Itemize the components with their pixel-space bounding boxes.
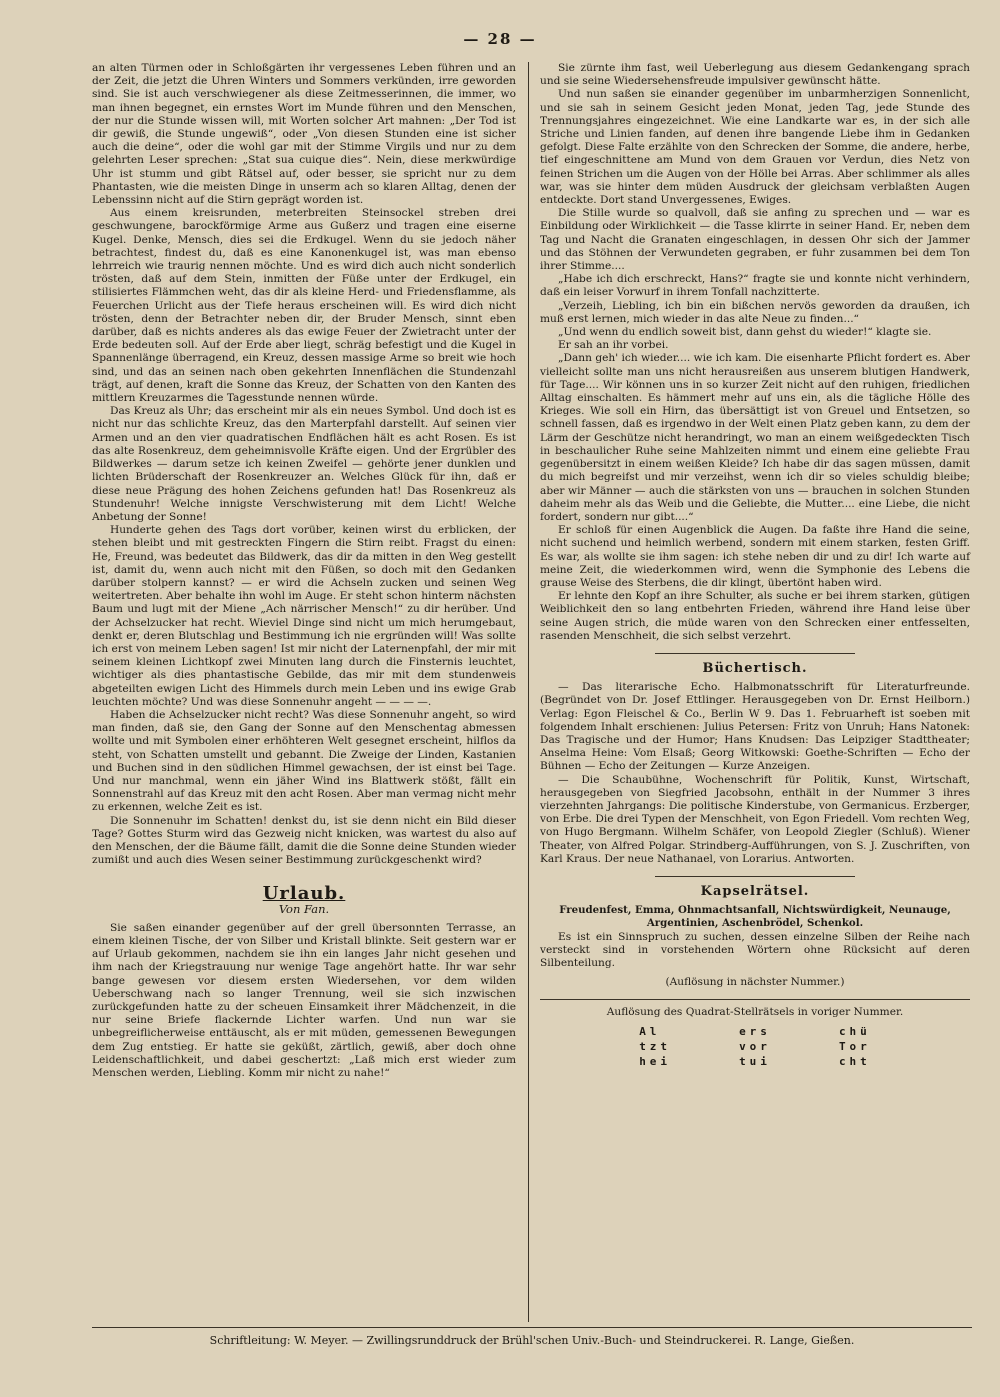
paragraph: Er sah an ihr vorbei.	[558, 339, 669, 352]
solution-row	[605, 1039, 905, 1054]
paragraph: Sie zürnte ihm fast, weil Ueberlegung aus diesem Gedankengang sprach und sie seine Wiedersehensfreude impulsiver gewünscht hätte.	[540, 62, 970, 88]
section-title-buechertisch: Büchertisch.	[702, 660, 808, 676]
paragraph: „Verzeih, Liebling, ich bin ein bißchen nervös geworden da draußen, ich muß erst lernen, mich wieder in das alte Neue zu finden...“	[540, 299, 970, 325]
solution-cell: vor	[739, 1039, 771, 1053]
solution-cell: ers	[739, 1024, 771, 1038]
puzzle-words: Freudenfest, Emma, Ohnmachtsanfall, Nichtswürdigkeit, Neunauge, Argentinien, Aschenbrödel, Schenkol.	[559, 904, 951, 930]
paragraph: an alten Türmen oder in Schloßgärten ihr vergessenes Leben führen und an der Zeit, die jetzt die Uhren Winters und Sommers verkünden, irre geworden sind. Sie ist auch verschwiegener als diese Zeitmesserinnen, die immer, wo man ihnen begegnet, ein ernstes Wort im Munde führen und den Menschen, der nur die Stunde wissen will, mit Worten solcher Art mahnen: „Der Tod ist dir gewiß, die Stunde ungewiß“, oder „Von diesen Stunden eine ist sicher auch die deine“, oder die wohl gar mit der Stimme Virgils und nur zu dem gelehrten Leser sprechen: „Stat sua cuique dies“. Nein, diese merkwürdige Uhr ist stumm und gibt Rätsel auf, oder besser, sie spricht nur zu dem Phantasten, wie die meisten Dinge in unserm ach so klaren Alltag, denen der Lebenssinn nicht auf die Stirn geprägt worden ist.	[92, 62, 516, 207]
paragraph: Die Stille wurde so qualvoll, daß sie anfing zu sprechen und — war es Einbildung oder Wirklichkeit — die Tasse klirrte in seiner Hand. Er, neben dem Tag und Nacht die Granaten eingeschlagen, in dessen Ohr sich der Jammer und das Stöhnen der Verwundeten gegraben, er fuhr zusammen bei dem Ton ihrer Stimme....	[540, 207, 970, 273]
book-notice: — Das literarische Echo. Halbmonatsschrift für Literaturfreunde. (Begründet von Dr. Josef Ettlinger. Herausgegeben von Dr. Ernst Heilborn.) Verlag: Egon Fleischel & Co., Berlin W 9. Das 1. Februarheft ist soeben mit folgendem Inhalt erschienen: Julius Petersen: Fritz von Unruh; Hans Natonek: Das Tragische und der Humor; Hans Knudsen: Das Leipziger Stadttheater; Anselma Heine: Vom Elsaß; Georg Witkowski: Goethe-Schriften — Echo der Bühnen — Echo der Zeitungen — Kurze Anzeigen.	[540, 681, 970, 773]
paragraph: Er schloß für einen Augenblick die Augen. Da faßte ihre Hand die seine, nicht suchend und heimlich werbend, sondern mit einem starken, festen Griff. Es war, als wollte sie ihm sagen: ich stehe neben dir und zu dir! Ich warte auf meine Zeit, die wiederkommen wird, wenn die Symphonie des Lebens die grause Weise des Sterbens, die dir klingt, übertönt haben wird.	[540, 524, 970, 589]
puzzle-instructions: Es ist ein Sinnspruch zu suchen, dessen einzelne Silben der Reihe nach versteckt sind in vorstehenden Wörtern ohne Rücksicht auf deren Silbenteilung.	[540, 930, 970, 969]
puzzle-note: (Auflösung in nächster Nummer.)	[665, 976, 845, 989]
story-byline: Von Fan.	[278, 901, 330, 916]
solution-cell: hei	[639, 1055, 672, 1069]
solution-cell: Al	[639, 1024, 661, 1038]
paragraph: Das Kreuz als Uhr; das erscheint mir als ein neues Symbol. Und doch ist es nicht nur das schlichte Kreuz, das den Marterpfahl darstellt. Auf seinen vier Armen und an den vier quadratischen Endflächen hält es acht Rosen. Es ist das alte Rosenkreuz, dem geheimnisvolle Kräfte eigen. Und der Ergrübler des Bildwerkes — darum setze ich keinen Zweifel — gehörte jener dunklen und lichten Brüderschaft der Rosenkreuzer an. Welches Glück für ihn, daß er diese neue Prägung des hohen Zeichens gefunden hat! Das Rosenkreuz als Stundenuhr! Welche innigste Verschwisterung mit dem Licht! Welche Anbetung der Sonne!	[92, 405, 516, 523]
page-number: — 28 —	[463, 30, 537, 48]
paragraph: Und nun saßen sie einander gegenüber im unbarmherzigen Sonnenlicht, und sie sah in seinem Gesicht jeden Monat, jeden Tag, jede Stunde des Trennungsjahres eingezeichnet. Wie eine Landkarte war es, in der sich alle Striche und Linien fanden, auf denen ihre bangende Liebe ihm in Gedanken gefolgt. Diese Falte erzählte von den Schrecken der Somme, die andere, herbe, tief eingeschnittene am Mund von dem Grauen vor Verdun, dies Netz von feinen Strichen um die Augen von der Hölle bei Arras. Aber schlimmer als alles war, was sie hinter dem müden Ausdruck der gleichsam verblaßten Augen entdeckte. Dort stand Unvergessenes, Ewiges.	[540, 88, 970, 207]
paragraph: Er lehnte den Kopf an ihre Schulter, als suche er bei ihrem starken, gütigen Weiblichkeit den so lang entbehrten Frieden, während ihre Hand leise über seine Augen strich, die müde waren von den Schrecken einer entfesselten, rasenden Menschheit, die sich selbst verzehrt.	[540, 590, 970, 642]
solution-row	[605, 1024, 905, 1039]
solution-cell: chü	[838, 1024, 871, 1038]
paragraph: Haben die Achselzucker nicht recht? Was diese Sonnenuhr angeht, so wird man finden, daß sie, den Gang der Sonne auf den Menschentag abmessen wollte und mit Symbolen einer erhöhteren Welt gesegnet erscheint, hilflos da steht, von Schatten umstellt und gebannt. Die Zweige der Linden, Kastanien und Buchen sind in den südlichen Himmel gewachsen, der ist einst bei Tage. Und nur manchmal, wenn ein jäher Wind ins Blattwerk stößt, fällt ein Sonnenstrahl auf das Kreuz mit den acht Rosen. Aber man vermag nicht mehr zu erkennen, welche Zeit es ist.	[92, 708, 516, 814]
imprint-footer: Schriftleitung: W. Meyer. — Zwillingsrunddruck der Brühl'schen Univ.-Buch- und Steindruckerei. R. Lange, Gießen.	[209, 1334, 855, 1347]
paragraph: Sie saßen einander gegenüber auf der grell übersonnten Terrasse, an einem kleinen Tische, der von Silber und Kristall blinkte. Seit gestern war er auf Urlaub gekommen, nachdem sie ihn ein langes Jahr nicht gesehen und ihm nach der Kriegstrauung nur wenige Tage angehört hatte. Ihr war sehr bange gewesen vor diesem ersten Wiedersehen, vor dem wilden Ueberschwang nach so langer Trennung, weil sie sich inzwischen zurückgefunden hatte zu der scheuen Einsamkeit ihrer Mädchenzeit, in die nur seine Briefe flackernde Lichter warfen. Und nun war sie unbegreiflicherweise enttäuscht, als er mit müden, gemessenen Bewegungen dem Zug entstieg. Er hatte sie geküßt, zärtlich, gewiß, aber doch ohne Leidenschaftlichkeit, und dabei geschertzt: „Laß mich erst wieder zum Menschen werden, Liebling. Komm mir nicht zu nahe!“	[92, 921, 516, 1080]
section-rule	[655, 653, 855, 654]
section-rule	[540, 999, 970, 1000]
solution-row	[605, 1054, 905, 1069]
paragraph: Aus einem kreisrunden, meterbreiten Steinsockel streben drei geschwungene, barockförmige Arme aus Gußerz und tragen eine eiserne Kugel. Denke, Mensch, dies sei die Erdkugel. Wenn du sie jedoch näher betrachtest, findest du, daß es eine Kanonenkugel ist, was man ebenso lehrreich wie traurig nennen möchte. Und es wird dich auch nicht sonderlich trösten, daß auf dem Stein, inmitten der Füße unter der Erdkugel, ein stilisiertes Flämmchen weht, das dir als kleine Herd- und Friedensflamme, als Feuerchen Urlicht aus der Tiefe heraus erscheinen will. Es wird dich nicht trösten, denn der Betrachter neben dir, der Bruder Mensch, sinnt eben darüber, daß es nichts anderes als das ewige Feuer der Zwietracht unter der Erde bedeuten soll. Auf der Erde aber liegt, schräg befestigt und die Kugel in Spannenlänge überragend, ein Kreuz, dessen massige Arme so breit wie hoch sind, und das an seinen nach oben gekehrten Innenflächen die Stundenzahl trägt, auf denen, kraft die Sonne das Kreuz, der Schatten von den Kanten des mittlern Kreuzarmes die Tagesstunde nennen würde.	[92, 207, 516, 405]
paragraph: Hunderte gehen des Tags dort vorüber, keinen wirst du erblicken, der stehen bleibt und mit gestreckten Fingern die Stirn reibt. Fragst du einen: He, Freund, was bedeutet das Bildwerk, das dir da mitten in den Weg gestellt ist, damit du, wenn auch nicht mit den Füßen, so doch mit den Gedanken darüber stolpern kannst? — er wird die Achseln zucken und seinen Weg weitertreten. Aber behalte ihn wohl im Auge. Er steht schon hinterm nächsten Baum und lugt mit der Miene „Ach närrischer Mensch!“ zu dir herüber. Und der Achselzucker hat recht. Wieviel Dinge sind nicht um mich herumgebaut, denkt er, deren Blutschlag und Bestimmung ich nie ergründen will! Was sollte ich erst von meinem Leben sagen! Ist mir nicht der Laternenpfahl, der mir mit seinem kleinen Lichtkopf zwei Minuten lang durch die Finsternis leuchtet, wichtiger als dies phantastische Gebilde, das mir mit dem stundenweis abgeteilten ewigen Licht des Himmels durch mein Leben und ins ewige Grab leuchten möchte? Und was diese Sonnenuhr angeht — — — —.	[92, 524, 516, 708]
solution-cell: Tor	[838, 1039, 871, 1053]
story-title: Urlaub.	[262, 883, 346, 905]
solution-title: Auflösung des Quadrat-Stellrätsels in voriger Nummer.	[606, 1006, 904, 1019]
book-notice: — Die Schaubühne, Wochenschrift für Politik, Kunst, Wirtschaft, herausgegeben von Siegfried Jacobsohn, enthält in der Nummer 3 ihres vierzehnten Jahrgangs: Die politische Kinderstube, von Germanicus. Erzberger, von Erbe. Die drei Typen der Menschheit, von Egon Friedell. Vom rechten Weg, von Hugo Bergmann. Wilhelm Schäfer, von Leopold Ziegler (Schluß). Wiener Theater, von Alfred Polgar. Strindberg-Aufführungen, von S. J. Zuschriften, von Karl Kraus. Der neue Nathanael, von Lorarius. Antworten.	[540, 773, 970, 865]
right-column	[540, 62, 970, 1069]
solution-cell: tui	[739, 1055, 771, 1069]
footer-rule	[92, 1327, 972, 1328]
section-title-kapselraetsel: Kapselrätsel.	[700, 883, 810, 899]
paragraph: „Dann geh' ich wieder.... wie ich kam. Die eisenharte Pflicht fordert es. Aber vielleicht sollte man uns nicht herausreißen aus unserem blutigen Handwerk, für Tage.... Wir können uns in so kurzer Zeit nicht auf den ruhigen, friedlichen Alltag einschalten. Es hämmert mehr auf uns ein, als die tägliche Hölle des Krieges. Wie soll ein Hirn, das übersättigt ist von Greuel und Entsetzen, so schnell fassen, daß es irgendwo in der Welt einen Platz geben kann, zu dem der Lärm der Geschütze nicht herandringt, wo man an einem weißgedeckten Tisch in beschaulicher Ruhe seine Mahlzeiten nimmt und einem eine geliebte Frau gegenübersitzt in einem weißen Kleide? Ich habe dir das sagen müssen, damit du mich begreifst und mir verzeihst, wenn ich dir so vieles schuldig bleibe; aber wir Männer — auch die stärksten von uns — brauchen in solchen Stunden daheim mehr als das Weib und die Geliebte, die Mutter.... eine Liebe, die nicht fordert, sondern nur gibt....“	[540, 352, 971, 523]
solution-grid	[605, 1024, 905, 1070]
solution-cell: cht	[838, 1055, 871, 1069]
solution-cell: tzt	[639, 1039, 672, 1053]
paragraph: „Habe ich dich erschreckt, Hans?“ fragte sie und konnte nicht verhindern, daß ein leiser Vorwurf in ihrem Tonfall nachzitterte.	[540, 273, 970, 299]
column-divider	[528, 62, 529, 1322]
left-column	[92, 62, 516, 1080]
section-rule	[655, 876, 855, 877]
paragraph: Die Sonnenuhr im Schatten! denkst du, ist sie denn nicht ein Bild dieser Tage? Gottes Sturm wird das Gezweig nicht knicken, was wartest du also auf den Menschen, der die Bäume fällt, damit die die Sonne deine Stunden wieder zumißt und auch dies Wesen seiner Bestimmung zurückgeschenkt wird?	[92, 814, 516, 867]
paragraph: „Und wenn du endlich soweit bist, dann gehst du wieder!“ klagte sie.	[558, 326, 932, 339]
